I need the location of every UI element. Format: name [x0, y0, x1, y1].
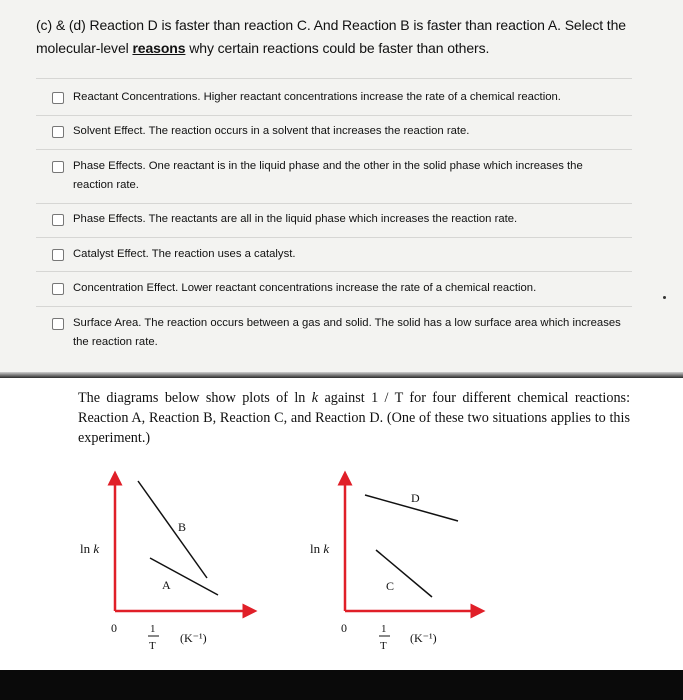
question-suffix: why certain reactions could be faster than others.: [189, 40, 490, 56]
description-k: k: [311, 390, 319, 406]
line-label-a: A: [162, 578, 171, 592]
y-axis-label: [310, 541, 329, 556]
checkbox[interactable]: [52, 283, 64, 295]
checkbox[interactable]: [52, 126, 64, 138]
y-axis-label: [80, 541, 99, 556]
line-label-b: B: [178, 520, 187, 534]
left-diagram: [80, 478, 250, 652]
option-solvent-effect[interactable]: [52, 122, 642, 141]
origin-label: 0: [111, 621, 117, 635]
question-prefix: (c) & (d) Reaction D is faster than reaction C. And Reaction B is faster than reaction A. Select the molecular-level: [36, 17, 626, 56]
stray-dot: [663, 296, 666, 299]
option-phase-effects-liquid[interactable]: [52, 210, 642, 229]
question-emphasis: reasons: [132, 40, 186, 56]
x-frac-num: 1: [150, 623, 156, 635]
option-catalyst-effect[interactable]: [52, 245, 642, 264]
option-label: Concentration Effect. Lower reactant concentrations increase the rate of a chemical reaction.: [73, 282, 537, 294]
y-label-ln: ln: [80, 541, 91, 556]
checkbox[interactable]: [52, 214, 64, 226]
option-label: Phase Effects. The reactants are all in the liquid phase which increases the reaction rate.: [73, 213, 518, 225]
y-label-k: k: [323, 541, 330, 556]
x-unit: (K⁻¹): [410, 631, 437, 645]
right-diagram: [310, 478, 478, 652]
bottom-bar: [0, 670, 683, 700]
diagram-panel: [0, 378, 683, 670]
option-concentration-effect[interactable]: [52, 279, 642, 298]
ln-k-diagrams: [0, 378, 683, 670]
description-part2: against 1 / T for four different chemical reactions: Reaction A, Reaction B, Reaction C, and Reaction D. (One of these two situations applies to this experiment.): [78, 390, 631, 446]
x-unit: (K⁻¹): [180, 631, 207, 645]
option-surface-area[interactable]: [52, 314, 622, 352]
description-part1: The diagrams below show plots of ln: [78, 390, 306, 406]
option-label: Surface Area. The reaction occurs between a gas and solid. The solid has a low surface area which increases the reaction rate.: [73, 317, 621, 348]
option-phase-effects-mixed[interactable]: [52, 157, 622, 195]
question-text: [36, 14, 646, 60]
y-label-k: k: [93, 541, 100, 556]
checkbox[interactable]: [52, 318, 64, 330]
checkbox[interactable]: [52, 92, 64, 104]
option-label: Catalyst Effect. The reaction uses a catalyst.: [73, 248, 296, 260]
divider: [36, 78, 632, 79]
divider: [36, 306, 632, 307]
option-label: Phase Effects. One reactant is in the liquid phase and the other in the solid phase which increases the reaction rate.: [73, 160, 583, 191]
divider: [36, 203, 632, 204]
divider: [36, 115, 632, 116]
x-frac-den: T: [149, 640, 156, 652]
divider: [36, 237, 632, 238]
divider: [36, 271, 632, 272]
x-frac-den: T: [380, 640, 387, 652]
divider: [36, 149, 632, 150]
option-label: Reactant Concentrations. Higher reactant concentrations increase the rate of a chemical reaction.: [73, 91, 561, 103]
option-label: Solvent Effect. The reaction occurs in a solvent that increases the reaction rate.: [73, 125, 470, 137]
checkbox[interactable]: [52, 161, 64, 173]
line-label-d: D: [411, 491, 420, 505]
checkbox[interactable]: [52, 249, 64, 261]
line-c: [376, 550, 432, 597]
line-label-c: C: [386, 579, 395, 593]
origin-label: 0: [341, 621, 347, 635]
x-frac-num: 1: [381, 623, 387, 635]
y-label-ln: ln: [310, 541, 321, 556]
option-reactant-concentrations[interactable]: [52, 88, 642, 107]
line-a: [150, 558, 218, 595]
line-b: [138, 481, 207, 578]
